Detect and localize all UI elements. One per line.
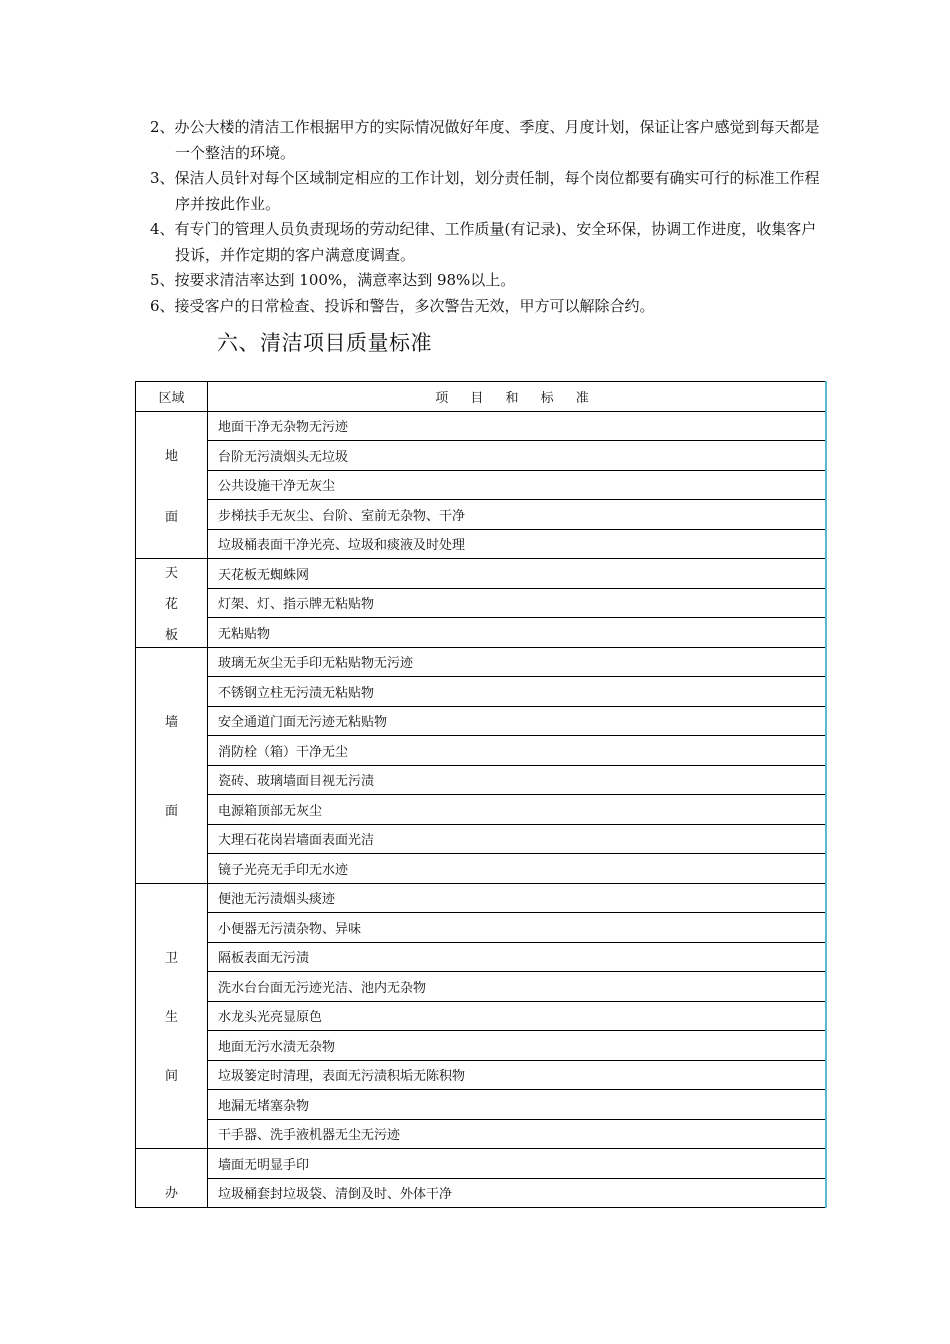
region-cell-restroom bbox=[136, 883, 208, 1149]
table-row bbox=[136, 1031, 826, 1061]
region-cell-office bbox=[136, 1149, 208, 1208]
standard-item: 隔板表面无污渍 bbox=[208, 942, 826, 972]
standard-item: 玻璃无灰尘无手印无粘贴物无污迹 bbox=[208, 647, 826, 677]
standard-item: 便池无污渍烟头痰迹 bbox=[208, 883, 826, 913]
standard-item: 消防栓（箱）干净无尘 bbox=[208, 736, 826, 766]
table-row bbox=[136, 470, 826, 500]
table-row bbox=[136, 1149, 826, 1179]
region-char: 板 bbox=[164, 628, 178, 644]
table-row bbox=[136, 618, 826, 648]
region-char: 间 bbox=[164, 1069, 178, 1085]
table-row bbox=[136, 1090, 826, 1120]
standard-item: 地面干净无杂物无污迹 bbox=[208, 411, 826, 441]
standard-item: 洗水台台面无污迹光洁、池内无杂物 bbox=[208, 972, 826, 1002]
region-char: 面 bbox=[164, 804, 178, 819]
standard-item: 小便器无污渍杂物、异味 bbox=[208, 913, 826, 943]
table-row bbox=[136, 824, 826, 854]
table-row bbox=[136, 559, 826, 589]
table-row bbox=[136, 529, 826, 559]
header-region: 区域 bbox=[136, 382, 208, 412]
table-row bbox=[136, 441, 826, 471]
table-row bbox=[136, 942, 826, 972]
standard-item: 瓷砖、玻璃墙面目视无污渍 bbox=[208, 765, 826, 795]
standard-item: 地漏无堵塞杂物 bbox=[208, 1090, 826, 1120]
table-row bbox=[136, 1178, 826, 1208]
standard-item: 大理石花岗岩墙面表面光洁 bbox=[208, 824, 826, 854]
standard-item: 不锈钢立柱无污渍无粘贴物 bbox=[208, 677, 826, 707]
table-row bbox=[136, 411, 826, 441]
region-char: 生 bbox=[164, 1010, 178, 1026]
requirement-item: 2、办公大楼的清洁工作根据甲方的实际情况做好年度、季度、月度计划，保证让客户感觉到每天都是一个整洁的环境。 bbox=[150, 118, 820, 162]
standard-item: 干手器、洗手液机器无尘无污迹 bbox=[208, 1119, 826, 1149]
region-cell-floor bbox=[136, 411, 208, 559]
region-cell-ceiling bbox=[136, 559, 208, 648]
requirement-item: 4、有专门的管理人员负责现场的劳动纪律、工作质量(有记录)、安全环保，协调工作进度，收集客户投诉，并作定期的客户满意度调查。 bbox=[150, 220, 817, 264]
standard-item: 天花板无蜘蛛网 bbox=[208, 559, 826, 589]
region-char: 墙 bbox=[164, 715, 178, 730]
standard-item: 垃圾桶表面干净光亮、垃圾和痰液及时处理 bbox=[208, 529, 826, 559]
standard-item: 灯架、灯、指示牌无粘贴物 bbox=[208, 588, 826, 618]
table-row bbox=[136, 677, 826, 707]
standard-item: 步梯扶手无灰尘、台阶、室前无杂物、干净 bbox=[208, 500, 826, 530]
section-heading: 六、清洁项目质量标准 bbox=[217, 331, 432, 355]
standard-item: 公共设施干净无灰尘 bbox=[208, 470, 826, 500]
table-row bbox=[136, 1001, 826, 1031]
requirement-item: 6、接受客户的日常检查、投诉和警告，多次警告无效，甲方可以解除合约。 bbox=[150, 296, 655, 315]
standard-item: 无粘贴物 bbox=[208, 618, 826, 648]
table-row bbox=[136, 588, 826, 618]
table-header-row bbox=[136, 382, 826, 412]
requirement-item: 5、按要求清洁率达到 100%，满意率达到 98%以上。 bbox=[150, 271, 516, 289]
standard-item: 安全通道门面无污迹无粘贴物 bbox=[208, 706, 826, 736]
table-row bbox=[136, 795, 826, 825]
standard-item: 垃圾桶套封垃圾袋、清倒及时、外体干净 bbox=[208, 1178, 826, 1208]
standard-item: 电源箱顶部无灰尘 bbox=[208, 795, 826, 825]
quality-standards-table bbox=[135, 381, 826, 1208]
region-char: 花 bbox=[164, 597, 178, 613]
table-row bbox=[136, 913, 826, 943]
standard-item: 地面无污水渍无杂物 bbox=[208, 1031, 826, 1061]
standard-item: 墙面无明显手印 bbox=[208, 1149, 826, 1179]
standard-item: 水龙头光亮显原色 bbox=[208, 1001, 826, 1031]
requirements-list bbox=[150, 115, 820, 319]
table-row bbox=[136, 972, 826, 1002]
region-char: 地 bbox=[164, 448, 178, 464]
table-row bbox=[136, 854, 826, 884]
table-row bbox=[136, 500, 826, 530]
table-row bbox=[136, 1119, 826, 1149]
standard-item: 镜子光亮无手印无水迹 bbox=[208, 854, 826, 884]
table-row bbox=[136, 706, 826, 736]
region-char: 办 bbox=[164, 1186, 178, 1201]
table-row bbox=[136, 647, 826, 677]
requirement-item: 3、保洁人员针对每个区域制定相应的工作计划，划分责任制，每个岗位都要有确实可行的标准工作程序并按此作业。 bbox=[150, 169, 820, 213]
region-char: 卫 bbox=[164, 951, 178, 967]
region-char: 天 bbox=[164, 566, 178, 582]
table-row bbox=[136, 883, 826, 913]
region-cell-wall bbox=[136, 647, 208, 883]
table-row bbox=[136, 765, 826, 795]
table-row bbox=[136, 736, 826, 766]
standard-item: 台阶无污渍烟头无垃圾 bbox=[208, 441, 826, 471]
standard-item: 垃圾篓定时清理，表面无污渍积垢无陈积物 bbox=[208, 1060, 826, 1090]
header-items: 项 目 和 标 准 bbox=[208, 382, 826, 412]
table-right-edge bbox=[825, 381, 827, 1208]
table-row bbox=[136, 1060, 826, 1090]
region-char: 面 bbox=[164, 509, 178, 525]
